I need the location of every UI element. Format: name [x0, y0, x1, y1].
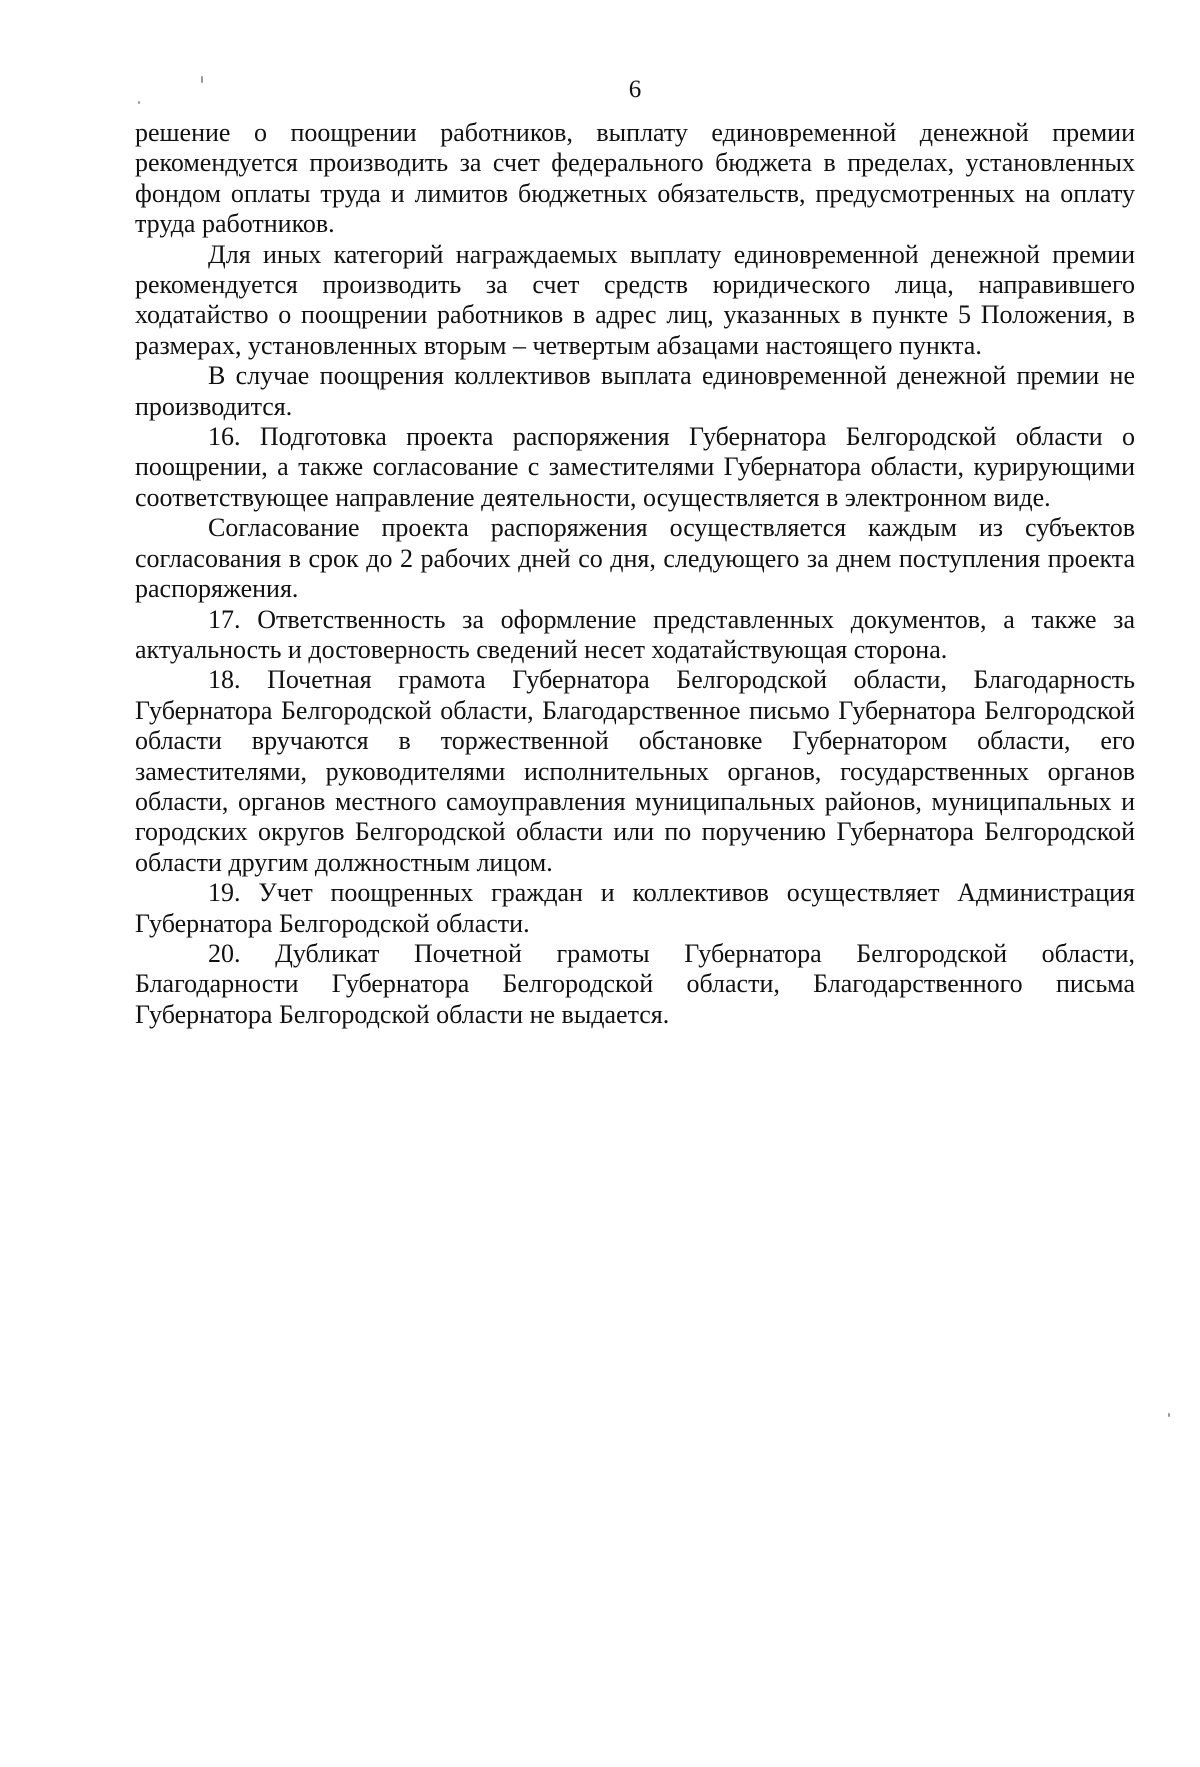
scan-speck	[1168, 1413, 1170, 1417]
paragraph-continuation: решение о поощрении работников, выплату единовременной денежной премии рекомендуется производить за счет федерального бюджета в пределах, установленных фондом оплаты труда и лимитов бюджетных обязательств, предусмотренных на оплату труда работников.	[135, 118, 1135, 239]
paragraph-16: 16. Подготовка проекта распоряжения Губернатора Белгородской области о поощрении, а также согласование с заместителями Губернатора области, курирующими соответствующее направление деятельности, осуществляется в электронном виде.	[135, 422, 1135, 512]
paragraph-20: 20. Дубликат Почетной грамоты Губернатора Белгородской области, Благодарности Губернатора Белгородской области, Благодарственного письма Губернатора Белгородской области не выдается.	[135, 938, 1135, 1029]
paragraph-collectives: В случае поощрения коллективов выплата единовременной денежной премии не производится.	[135, 361, 1135, 421]
paragraph-approval: Согласование проекта распоряжения осуществляется каждым из субъектов согласования в срок до 2 рабочих дней со дня, следующего за днем поступления проекта распоряжения.	[135, 513, 1135, 604]
paragraph-17: 17. Ответственность за оформление представленных документов, а также за актуальность и достоверность сведений несет ходатайствующая сторона.	[135, 604, 1135, 664]
paragraph-19: 19. Учет поощренных граждан и коллективов осуществляет Администрация Губернатора Белгородской области.	[135, 878, 1135, 938]
page-number: 6	[628, 76, 642, 103]
paragraph-other-categories: Для иных категорий награждаемых выплату единовременной денежной премии рекомендуется производить за счет средств юридического лица, направившего ходатайство о поощрении работников в адрес лиц, указанных в пункте 5 Положения, в размерах, установленных вторым – четвертым абзацами настоящего пункта.	[135, 239, 1135, 360]
paragraph-18: 18. Почетная грамота Губернатора Белгородской области, Благодарность Губернатора Белгородской области, Благодарственное письмо Губернатора Белгородской области вручаются в торжественной обстановке Губернатором области, его заместителями, руководителями исполнительных органов, государственных органов области, органов местного самоуправления муниципальных районов, муниципальных и городских округов Белгородской области или по поручению Губернатора Белгородской области другим должностным лицом.	[135, 665, 1135, 877]
document-body	[135, 118, 1135, 1030]
